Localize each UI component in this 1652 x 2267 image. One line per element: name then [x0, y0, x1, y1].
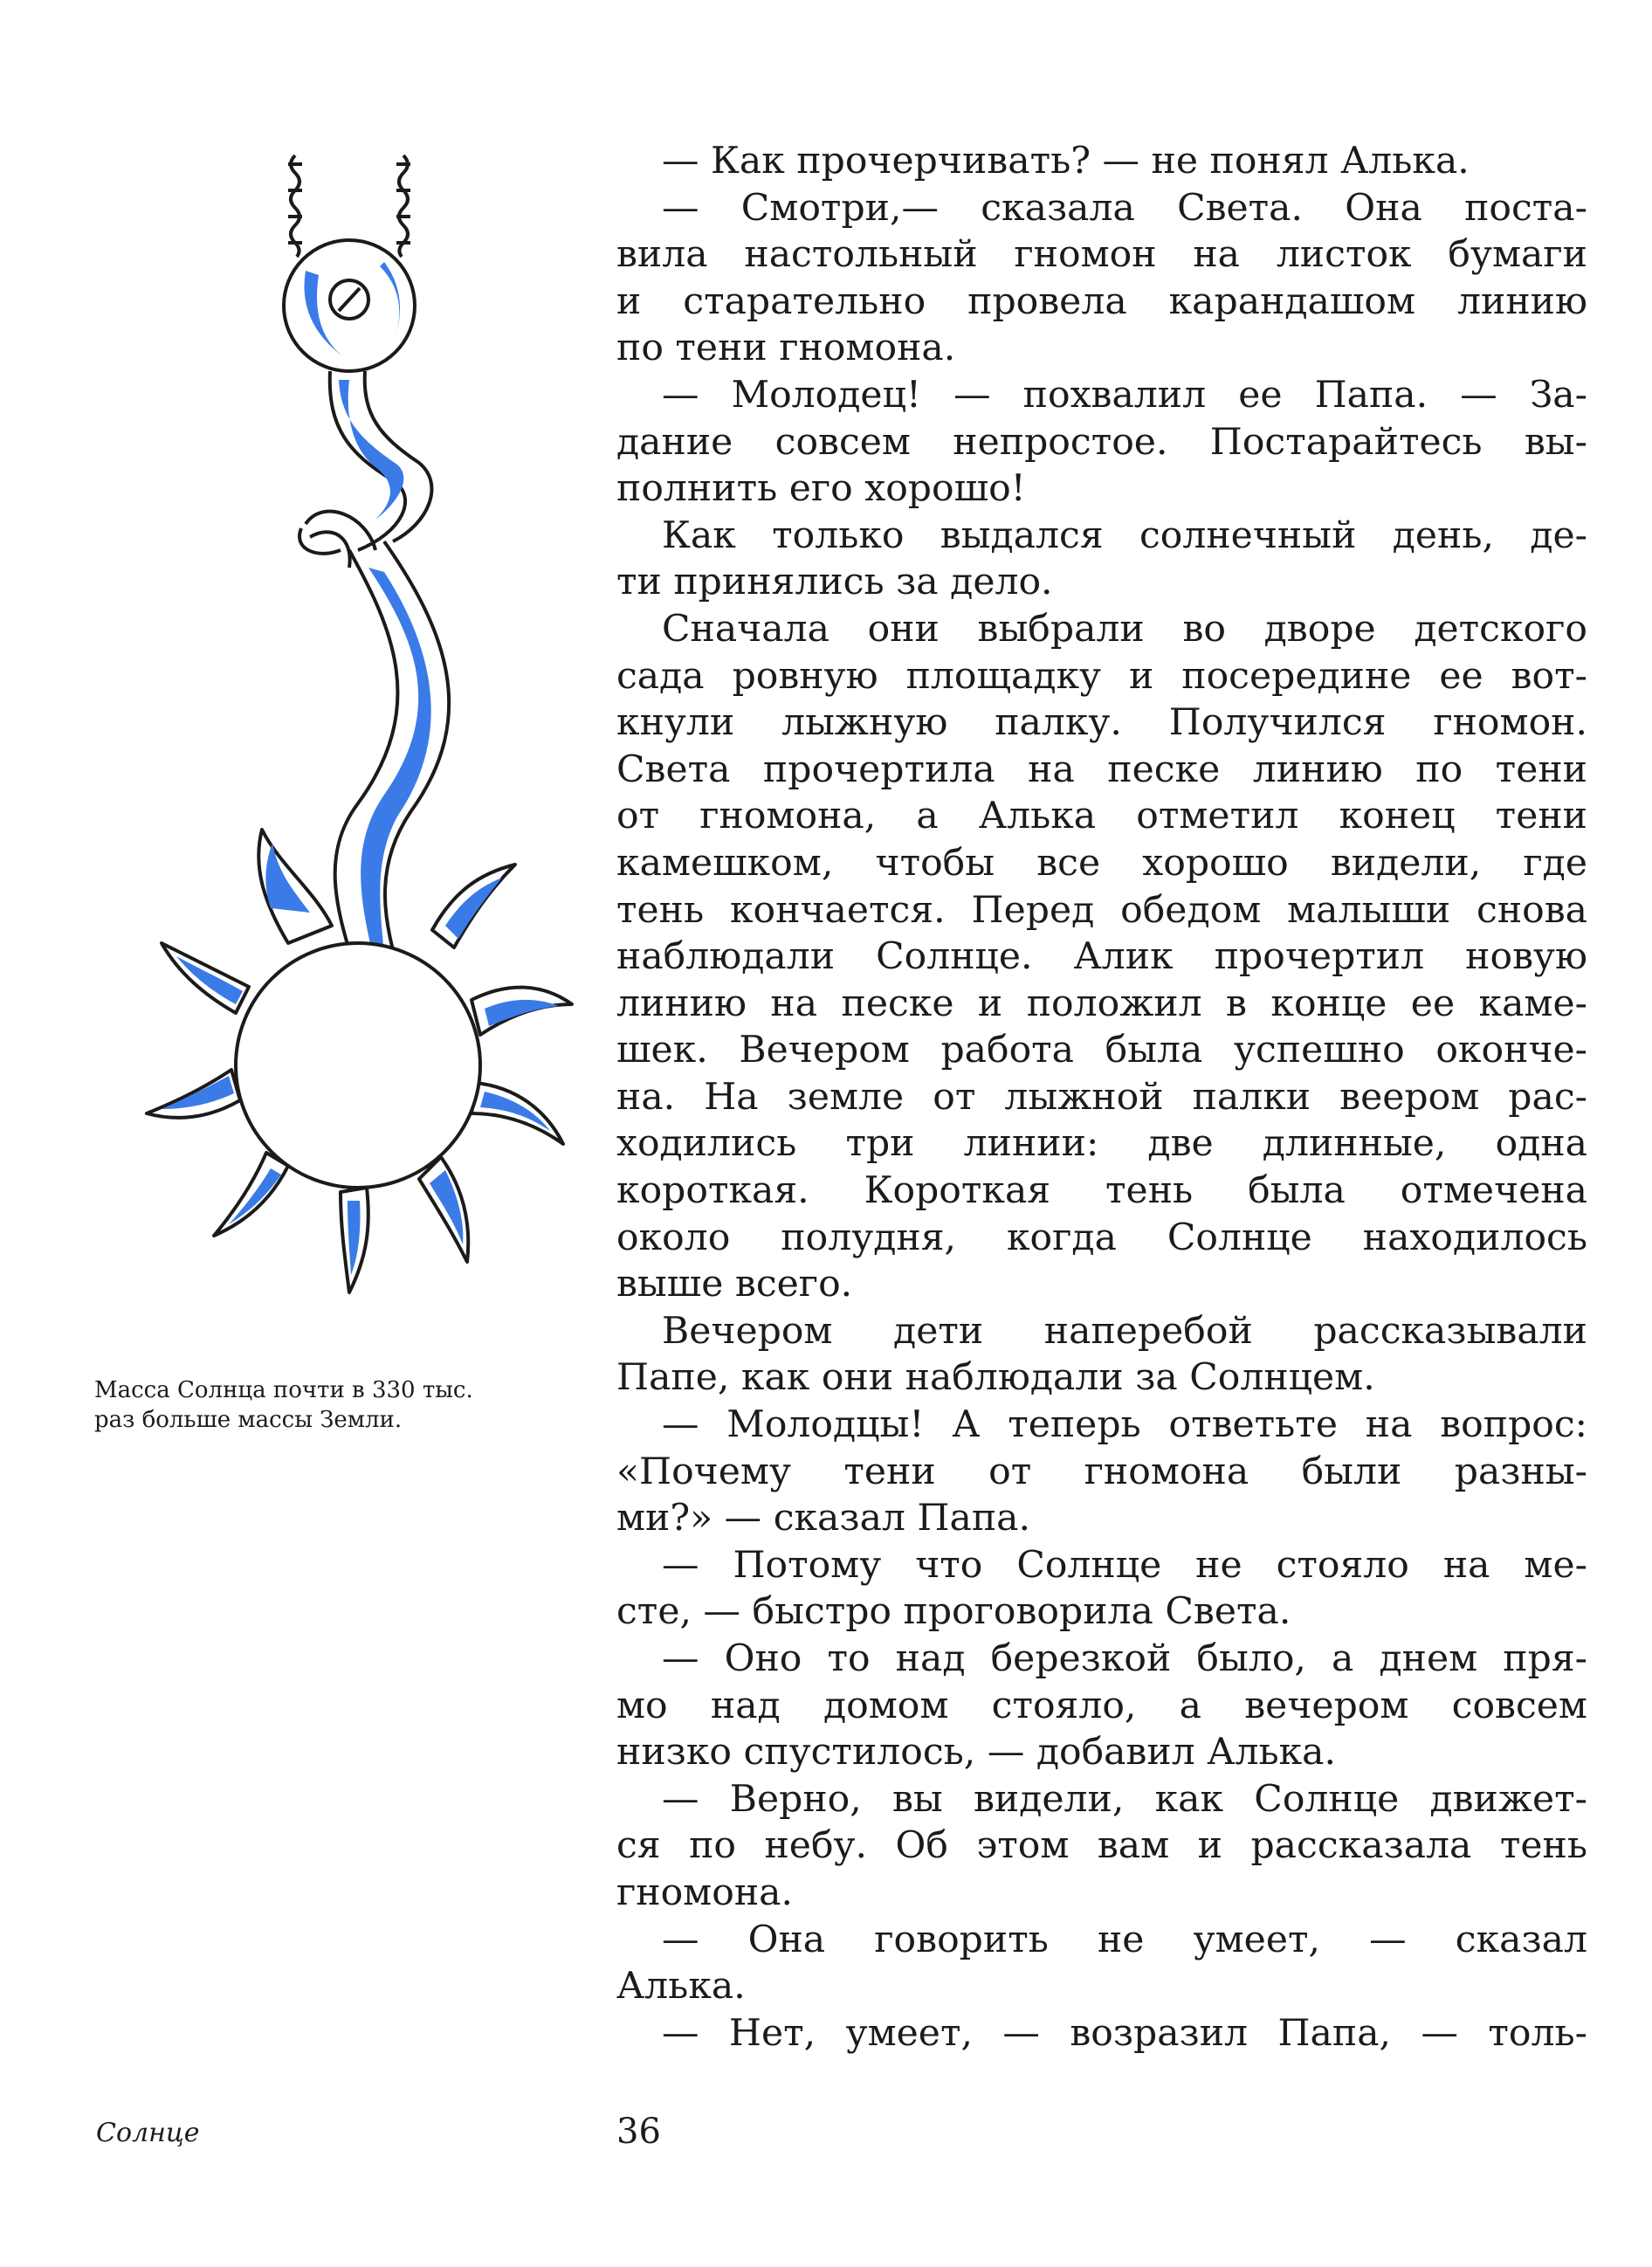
text-line: «Почему тени от гномона были разны-	[616, 1450, 1587, 1493]
text-line: — Оно то над березкой было, а днем пря-	[662, 1637, 1587, 1680]
text-line: — Нет, умеет, — возразил Папа, — толь-	[662, 2011, 1587, 2055]
text-line: — Потому что Солнце не стояло на ме-	[662, 1543, 1587, 1587]
text-line: — Смотри,— сказала Света. Она поста-	[662, 186, 1587, 230]
text-line: Алька.	[616, 1965, 746, 2009]
text-line: кнули лыжную палку. Получился гномон.	[616, 701, 1587, 745]
cord-knot	[299, 512, 375, 568]
text-line: — Верно, вы видели, как Солнце движет-	[662, 1777, 1587, 1821]
caption-line: Масса Солнца почти в 330 тыс.	[94, 1377, 473, 1403]
text-line: тень кончается. Перед обедом малыши снова	[616, 888, 1587, 932]
text-line: наблюдали Солнце. Алик прочертил новую	[616, 935, 1587, 979]
text-line: Папе, как они наблюдали за Солнцем.	[616, 1356, 1375, 1400]
text-line: вила настольный гномон на листок бумаги	[616, 233, 1587, 277]
text-line: — Как прочерчивать? — не понял Алька.	[662, 140, 1470, 183]
text-line: камешком, чтобы все хорошо видели, где	[616, 841, 1587, 885]
caption-line: раз больше массы Земли.	[94, 1407, 403, 1433]
text-line: — Она говорить не умеет, — сказал	[662, 1918, 1587, 1961]
text-line: сте, — быстро проговорила Света.	[616, 1590, 1291, 1634]
text-line: выше всего.	[616, 1263, 853, 1306]
text-line: Вечером дети наперебой рассказывали	[662, 1309, 1587, 1353]
chain-right	[396, 155, 410, 257]
text-line: линию на песке и положил в конце ее каме-	[616, 982, 1587, 1025]
text-line: и старательно провела карандашом линию	[616, 279, 1587, 323]
main-text-column	[616, 138, 1587, 2057]
text-line: около полудня, когда Солнце находилось	[616, 1216, 1587, 1259]
text-line: сада ровную площадку и посередине ее вот-	[616, 654, 1587, 698]
sun-body	[236, 943, 480, 1188]
text-line: — Молодец! — похвалил ее Папа. — За-	[662, 373, 1587, 417]
text-line: короткая. Короткая тень была отмечена	[616, 1169, 1587, 1213]
text-line: низко спустилось, — добавил Алька.	[616, 1731, 1336, 1774]
text-line: ся по небу. Об этом вам и рассказала тень	[616, 1824, 1587, 1868]
text-line: Сначала они выбрали во дворе детского	[662, 607, 1587, 651]
sun-pendant-icon	[131, 140, 585, 1327]
text-line: по тени гномона.	[616, 327, 956, 370]
text-line: на. На земле от лыжной палки веером рас-	[616, 1075, 1587, 1119]
text-line: ходились три линии: две длинные, одна	[616, 1122, 1587, 1166]
text-line: полнить его хорошо!	[616, 467, 1026, 511]
text-line: от гномона, а Алька отметил конец тени	[616, 795, 1587, 838]
top-disc	[284, 240, 415, 371]
running-footer-section-title: Солнце	[96, 2118, 200, 2148]
text-line: Как только выдался солнечный день, де-	[662, 513, 1587, 557]
text-line: гномона.	[616, 1871, 793, 1914]
text-line: дание совсем непростое. Постарайтесь вы-	[616, 420, 1587, 464]
text-line: мо над домом стояло, а вечером совсем	[616, 1684, 1587, 1727]
text-line: — Молодцы! А теперь ответьте на вопрос:	[662, 1403, 1587, 1447]
illustration-caption	[94, 1375, 583, 1435]
text-line: Света прочертила на песке линию по тени	[616, 748, 1587, 791]
upper-cord	[330, 371, 432, 550]
text-line: шек. Вечером работа была успешно оконче-	[616, 1029, 1587, 1072]
text-line: ти принялись за дело.	[616, 561, 1053, 604]
page-number: 36	[616, 2112, 661, 2152]
chain-left	[288, 155, 302, 257]
text-line: ми?» — сказал Папа.	[616, 1497, 1030, 1540]
